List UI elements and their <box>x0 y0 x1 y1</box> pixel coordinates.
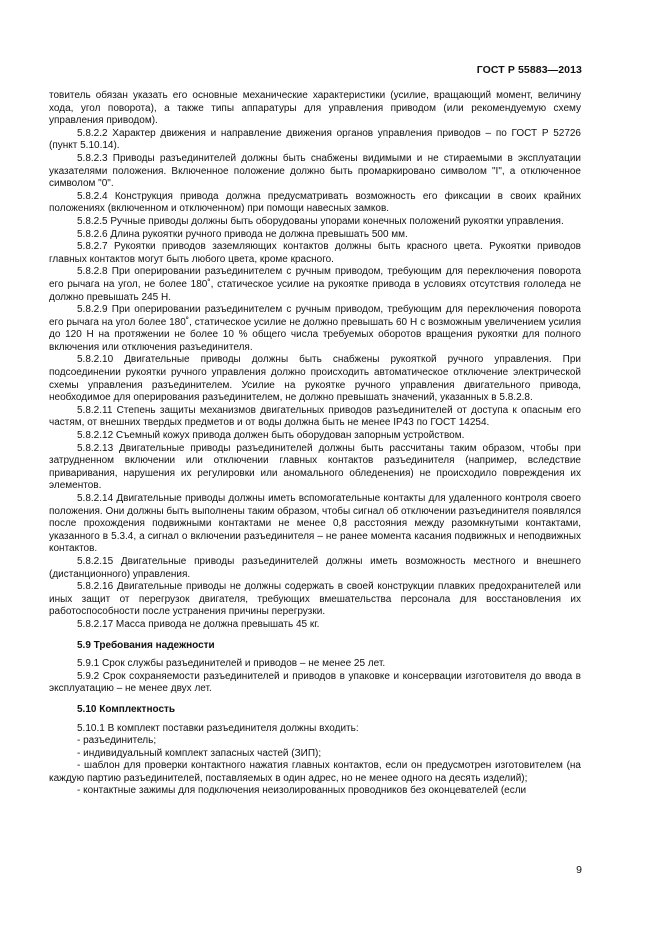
clause-5-8-2-8: 5.8.2.8 При оперировании разъединителем с ручным приводом, требующим для переключения поворота его рычага на угол, не более 180˚, статическое усилие на рукоятке привода в условиях отсутствия гололеда не должно превышать 245 Н. <box>49 266 581 303</box>
continuation-paragraph: товитель обязан указать его основные механические характеристики (усилие, вращающий момент, величину хода, угол поворота), а также типы аппаратуры для управления приводом (или рекомендуемую схему управления приводом). <box>49 90 581 127</box>
clause-5-8-2-7: 5.8.2.7 Рукоятки приводов заземляющих контактов должны быть красного цвета. Рукоятки приводов главных контактов могут быть любого цвета, кроме красного. <box>49 241 581 265</box>
list-item: - шаблон для проверки контактного нажатия главных контактов, если он предусмотрен изготовителем (на каждую партию разъединителей, поставляемых в один адрес, но не менее одного на десять изделий); <box>49 760 581 784</box>
page-number: 9 <box>576 864 582 876</box>
list-item: - контактные зажимы для подключения неизолированных проводников без оконцевателей (если <box>77 785 527 797</box>
clause-5-9-2: 5.9.2 Срок сохраняемости разъединителей и приводов в упаковке и консервации изготовителя до ввода в эксплуатацию – не менее двух лет. <box>49 670 581 695</box>
document-body <box>49 90 581 798</box>
clause-5-8-2-14: 5.8.2.14 Двигательные приводы должны иметь вспомогательные контакты для удаленного контроля своего положения. Они должны быть выполнены таким образом, чтобы сигнал об отключении разъединителя появлялся после прохождения подвижными контактами не менее 0,8 расстояния между разомкнутыми контактами, указанного в 5.3.4, а сигнал о включении разъединителя – не ранее момента касания подвижных и неподвижных контактов. <box>49 493 581 555</box>
clause-5-8-2-9: 5.8.2.9 При оперировании разъединителем с ручным приводом, требующим для переключения поворота его рычага на угол более 180˚, статическое усилие не должно превышать 60 Н с возможным увеличением усилия до 120 Н на протяжении не более 10 % общего числа требуемых оборотов вращения рукоятки для полного включения или отключения разъединителя. <box>49 304 581 353</box>
clause-5-8-2-11: 5.8.2.11 Степень защиты механизмов двигательных приводов разъединителей от доступа к опасным его частям, от внешних твердых предметов и от воды должна быть не менее IP43 по ГОСТ 14254. <box>49 404 581 429</box>
clause-5-8-2-3: 5.8.2.3 Приводы разъединителей должны быть снабжены видимыми и не стираемыми в эксплуатации указателями положения. Включенное положение должно быть промаркировано символом "I", а отключенное символом "0". <box>49 152 581 190</box>
list-item: - разъединитель; <box>77 735 157 747</box>
clause-5-8-2-2: 5.8.2.2 Характер движения и направление движения органов управления приводов – по ГОСТ Р 52726 (пункт 5.10.14). <box>49 127 581 152</box>
clause-5-8-2-5: 5.8.2.5 Ручные приводы должны быть оборудованы упорами конечных положений рукоятки управления. <box>77 215 564 227</box>
clause-5-8-2-13: 5.8.2.13 Двигательные приводы разъединителей должны быть рассчитаны таким образом, чтобы при затрудненном включении или отключении главных контактов разъединителя (например, вследствие приваривания, нарушения их регулировки или аномального обледенения) не происходило повреждения их элементов. <box>49 442 581 492</box>
clause-5-8-2-17: 5.8.2.17 Масса привода не должна превышать 45 кг. <box>77 618 320 630</box>
clause-5-8-2-4: 5.8.2.4 Конструкция привода должна предусматривать возможность его фиксации в своих крайних положениях (включенном и отключенном) при помощи навесных замков. <box>49 190 581 215</box>
document-header-id: ГОСТ Р 55883—2013 <box>476 64 582 76</box>
clause-5-8-2-12: 5.8.2.12 Съемный кожух привода должен быть оборудован запорным устройством. <box>77 430 465 442</box>
clause-5-9-1: 5.9.1 Срок службы разъединителей и приводов – не менее 25 лет. <box>77 658 386 670</box>
clause-5-8-2-6: 5.8.2.6 Длина рукоятки ручного привода не должна превышать 500 мм. <box>77 228 408 240</box>
clause-5-8-2-10: 5.8.2.10 Двигательные приводы должны быть снабжены рукояткой ручного управления. При подсоединении рукоятки ручного управления должно происходить автоматическое отключение электрической схемы управления разъединителем. Усилие на рукоятке ручного управления двигательного привода, необходимое для оперирования разъединителем, не должно превышать значений, указанных в 5.8.2.8. <box>49 354 581 404</box>
section-title-5-10: 5.10 Комплектность <box>77 703 176 715</box>
clause-5-8-2-16: 5.8.2.16 Двигательные приводы не должны содержать в своей конструкции плавких предохранителей или иных защит от перегрузок двигателя, требующих вмешательства персонала для восстановления их работоспособности после устранения причины перегрузки. <box>49 581 581 618</box>
section-title-5-9: 5.9 Требования надежности <box>77 639 215 651</box>
list-item: - индивидуальный комплект запасных частей (ЗИП); <box>77 747 322 759</box>
clause-5-8-2-15: 5.8.2.15 Двигательные приводы разъединителей должны иметь возможность местного и внешнего (дистанционного) управления. <box>49 555 581 580</box>
clause-5-10-1: 5.10.1 В комплект поставки разъединителя должны входить: <box>77 722 359 734</box>
